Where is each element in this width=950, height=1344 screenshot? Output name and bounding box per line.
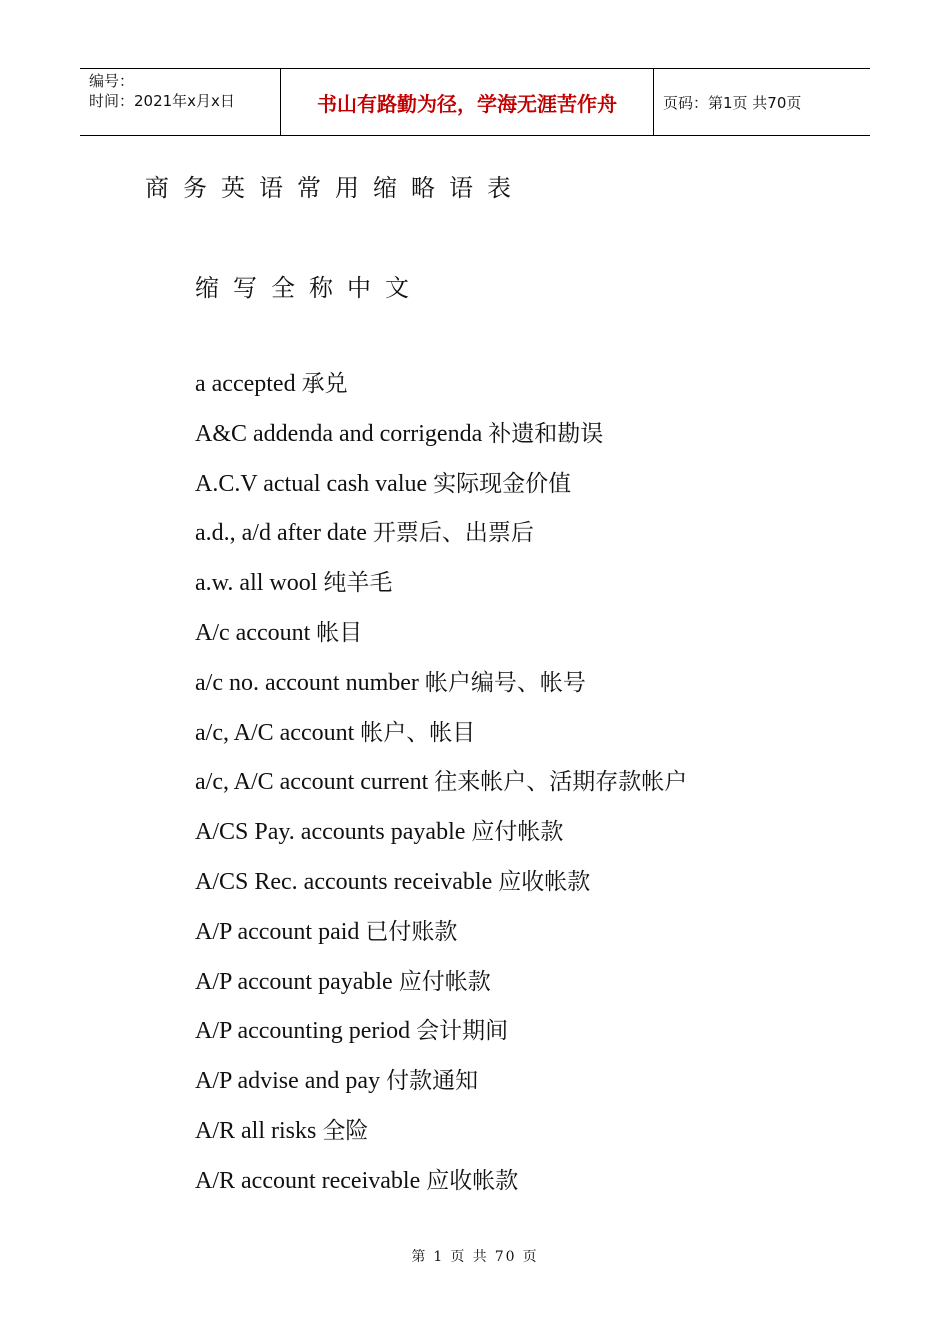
entry-english: a.d., a/d after date xyxy=(195,520,373,547)
entry-english: a.w. all wool xyxy=(195,570,324,597)
abbreviation-list xyxy=(195,364,687,1211)
entry-chinese: 往来帐户、活期存款帐户 xyxy=(434,769,688,796)
entry-english: a accepted xyxy=(195,371,302,397)
list-item xyxy=(195,1011,687,1061)
entry-chinese: 补遗和勘误 xyxy=(488,420,604,447)
list-item xyxy=(195,762,687,812)
list-item xyxy=(195,862,687,912)
list-item xyxy=(195,414,687,464)
entry-english: A/P account payable xyxy=(195,968,399,995)
entry-chinese: 会计期间 xyxy=(416,1018,509,1045)
entry-english: A/CS Pay. accounts payable xyxy=(195,819,472,846)
entry-chinese: 应付帐款 xyxy=(471,819,564,846)
list-item xyxy=(195,613,687,663)
list-item xyxy=(195,912,687,962)
list-item xyxy=(195,663,687,713)
entry-english: a/c, A/C account xyxy=(195,719,361,746)
entry-chinese: 全险 xyxy=(322,1117,369,1144)
entry-chinese: 帐户编号、帐号 xyxy=(424,669,586,696)
entry-chinese: 实际现金价值 xyxy=(433,470,572,497)
page-header xyxy=(80,68,870,136)
header-page-info: 页码：第1页 共70页 xyxy=(663,93,802,112)
entry-chinese: 已付账款 xyxy=(365,918,458,945)
list-item xyxy=(195,513,687,563)
document-title: 商务英语常用缩略语表 xyxy=(145,174,525,202)
entry-chinese: 付款通知 xyxy=(386,1068,479,1095)
list-item xyxy=(195,1111,687,1161)
entry-english: A/P account paid xyxy=(195,918,366,945)
entry-chinese: 帐户、帐目 xyxy=(360,719,476,746)
entry-english: a/c, A/C account current xyxy=(195,769,435,796)
list-item xyxy=(195,1161,687,1211)
column-header: 缩写全称中文 xyxy=(195,274,423,302)
footer-page-number: 1 xyxy=(433,1249,445,1265)
list-item xyxy=(195,563,687,613)
motto-text: 书山有路勤为径，学海无涯苦作舟 xyxy=(317,91,617,116)
time-label: 时间：2021年x月x日 xyxy=(89,92,235,110)
list-item xyxy=(195,364,687,414)
footer-page-suffix: 页 xyxy=(522,1249,539,1265)
entry-english: A/c account xyxy=(195,619,317,646)
entry-english: A/R all risks xyxy=(195,1117,323,1144)
entry-english: A/CS Rec. accounts receivable xyxy=(195,868,499,895)
entry-chinese: 应付帐款 xyxy=(398,968,491,995)
entry-english: A&C addenda and corrigenda xyxy=(195,420,489,447)
entry-english: A.C.V actual cash value xyxy=(195,470,434,497)
header-meta-cell xyxy=(80,69,281,135)
entry-chinese: 应收帐款 xyxy=(498,868,591,895)
list-item xyxy=(195,464,687,514)
header-motto-cell xyxy=(281,69,654,135)
footer-page-mid: 页 共 xyxy=(450,1249,489,1265)
list-item xyxy=(195,1061,687,1111)
entry-chinese: 帐目 xyxy=(316,619,363,646)
list-item xyxy=(195,713,687,763)
header-page-cell xyxy=(654,69,870,135)
entry-english: A/R account receivable xyxy=(195,1167,427,1194)
list-item xyxy=(195,812,687,862)
serial-number-label: 编号： xyxy=(89,72,135,90)
entry-english: a/c no. account number xyxy=(195,669,425,696)
entry-english: A/P advise and pay xyxy=(195,1068,387,1095)
footer-page-total: 70 xyxy=(494,1249,517,1265)
page-footer xyxy=(0,1246,950,1266)
entry-chinese: 开票后、出票后 xyxy=(372,520,534,547)
entry-chinese: 应收帐款 xyxy=(426,1167,519,1194)
entry-chinese: 承兑 xyxy=(301,371,348,397)
list-item xyxy=(195,962,687,1012)
entry-english: A/P accounting period xyxy=(195,1018,417,1045)
footer-page-prefix: 第 xyxy=(411,1249,428,1265)
entry-chinese: 纯羊毛 xyxy=(323,570,393,597)
